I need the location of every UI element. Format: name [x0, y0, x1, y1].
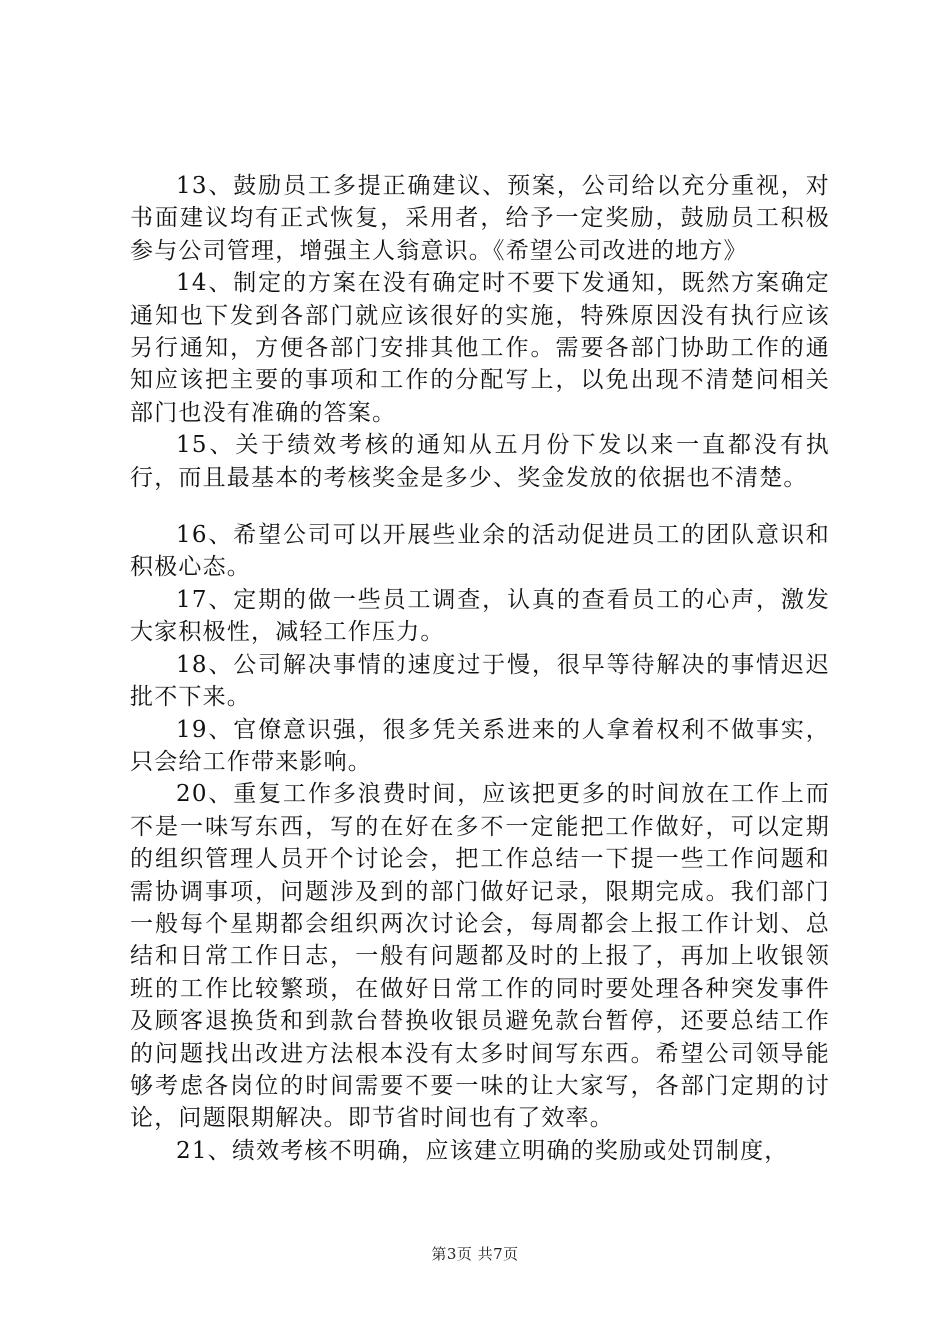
paragraph-16: 16、希望公司可以开展些业余的活动促进员工的团队意识和积极心态。: [130, 522, 830, 581]
page-number: 第3页 共7页: [431, 1245, 519, 1263]
paragraph-19: 19、官僚意识强，很多凭关系进来的人拿着权利不做事实，只会给工作带来影响。: [130, 716, 830, 775]
paragraph-18: 18、公司解决事情的速度过于慢，很早等待解决的事情迟迟批不下来。: [130, 651, 830, 711]
paragraph-15: 15、关于绩效考核的通知从五月份下发以来一直都没有执行，而且最基本的考核奖金是多少、奖金发放的依据也不清楚。: [130, 432, 830, 491]
paragraph-14: 14、制定的方案在没有确定时不要下发通知，既然方案确定通知也下发到各部门就应该很好的实施，特殊原因没有执行应该另行通知，方便各部门安排其他工作。需要各部门协助工作的通知应该把主要的事项和工作的分配写上，以免出现不清楚问相关部门也没有准确的答案。: [130, 270, 830, 426]
paragraph-17: 17、定期的做一些员工调查，认真的查看员工的心声，激发大家积极性，减轻工作压力。: [130, 586, 830, 646]
paragraph-20: 20、重复工作多浪费时间，应该把更多的时间放在工作上而不是一味写东西，写的在好在多不一定能把工作做好，可以定期的组织管理人员开个讨论会，把工作总结一下提一些工作问题和需协调事项，问题涉及到的部门做好记录，限期完成。我们部门一般每个星期都会组织两次讨论会，每周都会上报工作计划、总结和日常工作日志，一般有问题都及时的上报了，再加上收银领班的工作比较繁琐，在做好日常工作的同时要处理各种突发事件及顾客退换货和到款台替换收银员避免款台暂停，还要总结工作的问题找出改进方法根本没有太多时间写东西。希望公司领导能够考虑各岗位的时间需要不要一味的让大家写，各部门定期的讨论，问题限期解决。即节省时间也有了效率。: [130, 781, 830, 1132]
document-body: [130, 170, 830, 1167]
paragraph-21: 21、绩效考核不明确，应该建立明确的奖励或处罚制度，: [176, 1137, 789, 1164]
paragraph-13: 13、鼓励员工多提正确建议、预案，公司给以充分重视，对书面建议均有正式恢复，采用者，给予一定奖励，鼓励员工积极参与公司管理，增强主人翁意识。《希望公司改进的地方》: [130, 173, 830, 264]
